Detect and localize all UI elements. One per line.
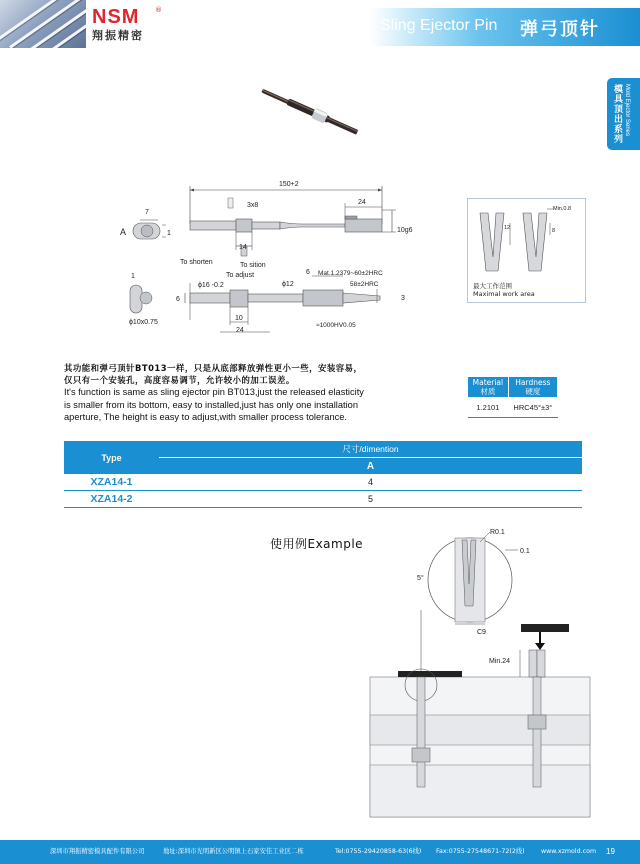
hardness-header [508,377,557,398]
label-dia12: ϕ12 [282,281,294,288]
work-caption-cn: 最大工作范围 [473,282,512,290]
label-length: 150+2 [279,181,299,188]
footer-web[interactable]: www.xzmold.com [541,848,597,855]
label-24: 24 [358,199,366,206]
hardness-value: HRC45°±3° [508,398,557,418]
label-to-sition: To sition [240,262,266,269]
desc-en-line-3: aperture, The height is easy to adjust,with smaller process tolerance. [64,411,348,422]
technical-drawing [110,70,470,340]
example-d01: 0.1 [520,548,530,555]
label-dia16: ϕ16 -0.2 [198,282,224,289]
side-tab-cn: 模具顶出系列 [612,84,622,144]
label-6a: 6 [176,296,180,303]
example-drawing [365,520,605,830]
label-6b: 6 [306,269,310,276]
desc-en-line-2: is smaller from its bottom, easy to installed,just has only one installation [64,399,359,410]
pin-side-view [190,186,396,256]
label-A: A [120,227,127,237]
work-12: 12 [504,225,511,231]
table-row [64,474,582,491]
example-r01: R0.1 [490,529,505,536]
page-title-cn: 弹弓顶针 [520,19,600,40]
example-c9: C9 [477,629,486,636]
label-10: 10 [235,315,243,322]
label-3: 3 [401,295,405,302]
page-number: 19 [606,847,615,856]
type-header: Type [64,441,159,474]
page-footer [0,840,640,864]
example-ang5: 5° [417,575,424,582]
label-7: 7 [145,209,149,216]
material-header-en: Material [472,378,504,387]
label-1b: 1 [131,273,135,280]
page-header [0,0,640,48]
section-side-tab [607,78,640,150]
material-value: 1.2101 [468,398,509,418]
footer-address: 地址:深圳市光明新区公明镇上石家安佳工业区二栋 [163,848,304,855]
label-dia10: ϕ10x0.75 [129,319,158,326]
label-1: 1 [167,230,171,237]
label-to-adjust: To adjust [226,272,255,279]
label-fit: 10g6 [397,227,413,234]
hardness-header-en: Hardness [515,378,551,387]
footer-fax: Fax:0755-27548671-72(2线) [436,848,525,855]
dimension-header: 尺寸/dimention [159,441,582,458]
logo-brand: NSM [92,6,140,28]
row-type: XZA14-1 [64,474,159,491]
desc-cn-line-1: 其功能和弹弓顶针BT013一样，只是从底部释放弹性更小一些，安装容易， [64,363,363,373]
desc-cn-line-2: 仅只有一个安装孔，高度容易调节，允许较小的加工误差。 [64,375,295,386]
title-bar [370,8,640,46]
material-table [467,376,558,418]
work-caption-en: Maximal work area [473,290,535,298]
label-24b: 24 [236,327,244,334]
logo-reg-mark: ® [155,6,162,14]
end-view-a [133,220,166,239]
label-screw: 3x8 [247,202,259,209]
row-a: 5 [159,491,582,508]
a-header: A [159,458,582,475]
example-title: 使用例Example [270,537,364,551]
row-type: XZA14-2 [64,491,159,508]
label-hv-note: ≈1000HV0.05 [316,322,356,329]
label-hrc-note: 58±2HRC [350,281,379,288]
hardness-header-cn: 硬度 [525,387,541,396]
label-mat-note: Mat.1.2379~60±2HRC [318,270,383,277]
company-logo [92,6,162,44]
work-min08: Min.0.8 [553,206,572,212]
footer-tel: Tel:0755-29420858-63(6线) [335,848,422,855]
logo-brand-cn: 翔振精密 [92,29,144,42]
material-header [468,377,509,398]
row-a: 4 [159,474,582,491]
work-8: 8 [552,228,556,234]
dimension-table [64,441,582,508]
desc-en-line-1: It's function is same as sling ejector pin BT013,just the released elasticity [64,387,364,398]
label-14: 14 [239,244,247,251]
header-product-photo [0,0,86,48]
example-min24: Min.24 [489,658,511,665]
side-tab-en: Mold Ejector Series [624,84,630,137]
table-row [64,491,582,508]
page-title-en: Sling Ejector Pin [380,17,498,34]
footer-company: 深圳市翔振精密模具配件有限公司 [50,848,145,855]
work-area-caption [473,282,535,298]
material-header-cn: 材质 [480,387,496,396]
product-description [64,362,394,423]
label-to-shorten: To shorten [180,259,213,266]
